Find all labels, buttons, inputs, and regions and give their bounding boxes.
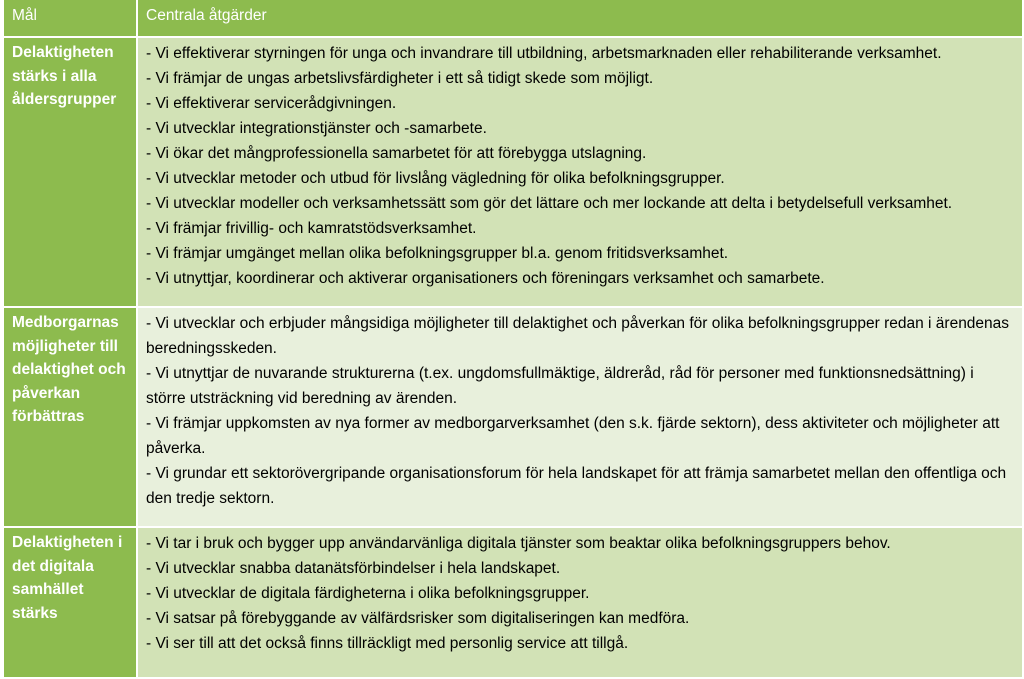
action-item: - Vi effektiverar styrningen för unga och invandrare till utbildning, arbetsmarknaden eller rehabiliterande verksamhet. [146, 45, 942, 62]
goal-cell-1 [4, 38, 136, 306]
header-actions-label: Centrala åtgärder [146, 7, 267, 24]
header-actions-cell [138, 0, 1022, 36]
action-item: - Vi främjar umgänget mellan olika befolkningsgrupper bl.a. genom fritidsverksamhet. [146, 245, 729, 262]
action-item: - Vi utnyttjar de nuvarande strukturerna (t.ex. ungdomsfullmäktige, äldreråd, råd för personer med funktionsnedsättning) i större utsträckning vid beredning av ärenden. [146, 365, 974, 407]
actions-cell-3 [138, 528, 1022, 677]
goal-cell-2 [4, 308, 136, 526]
action-item: - Vi främjar de ungas arbetslivsfärdigheter i ett så tidigt skede som möjligt. [146, 70, 654, 87]
action-item: - Vi utvecklar modeller och verksamhetssätt som gör det lättare och mer lockande att delta i betydelsefull verksamhet. [146, 195, 953, 212]
action-item: - Vi ökar det mångprofessionella samarbetet för att förebygga utslagning. [146, 145, 647, 162]
action-item: - Vi utvecklar metoder och utbud för livslång vägledning för olika befolkningsgrupper. [146, 170, 725, 187]
header-goal-label: Mål [12, 7, 37, 24]
goal-text-3: Delaktigheten i det digitala samhället stärks [12, 534, 123, 622]
goal-text-1: Delaktigheten stärks i alla åldersgrupper [12, 44, 117, 108]
action-item: - Vi främjar uppkomsten av nya former av medborgarverksamhet (den s.k. fjärde sektorn), dess aktiviteter och möjligheter att påverka. [146, 415, 1000, 457]
header-goal-cell [4, 0, 136, 36]
action-item: - Vi utvecklar snabba datanätsförbindelser i hela landskapet. [146, 560, 561, 577]
action-item: - Vi utvecklar de digitala färdigheterna i olika befolkningsgrupper. [146, 585, 590, 602]
action-item: - Vi satsar på förebyggande av välfärdsrisker som digitaliseringen kan medföra. [146, 610, 690, 627]
action-item: - Vi grundar ett sektorövergripande organisationsforum för hela landskapet för att främja samarbetet mellan den offentliga och den tredje sektorn. [146, 465, 1007, 507]
action-item: - Vi effektiverar servicerådgivningen. [146, 95, 397, 112]
action-item: - Vi utnyttjar, koordinerar och aktiverar organisationers och föreningars verksamhet och samarbete. [146, 270, 825, 287]
action-item: - Vi tar i bruk och bygger upp användarvänliga digitala tjänster som beaktar olika befolkningsgruppers behov. [146, 535, 891, 552]
actions-cell-1 [138, 38, 1022, 306]
action-item: - Vi ser till att det också finns tillräckligt med personlig service att tillgå. [146, 635, 629, 652]
goal-text-2: Medborgarnas möjligheter till delaktighet och påverkan förbättras [12, 314, 126, 425]
actions-cell-2 [138, 308, 1022, 526]
action-item: - Vi utvecklar och erbjuder mångsidiga möjligheter till delaktighet och påverkan för olika befolkningsgrupper redan i ärendenas beredningsskeden. [146, 315, 1010, 357]
goal-cell-3 [4, 528, 136, 677]
action-item: - Vi utvecklar integrationstjänster och -samarbete. [146, 120, 487, 137]
action-item: - Vi främjar frivillig- och kamratstödsverksamhet. [146, 220, 477, 237]
goals-table [4, 0, 1022, 677]
